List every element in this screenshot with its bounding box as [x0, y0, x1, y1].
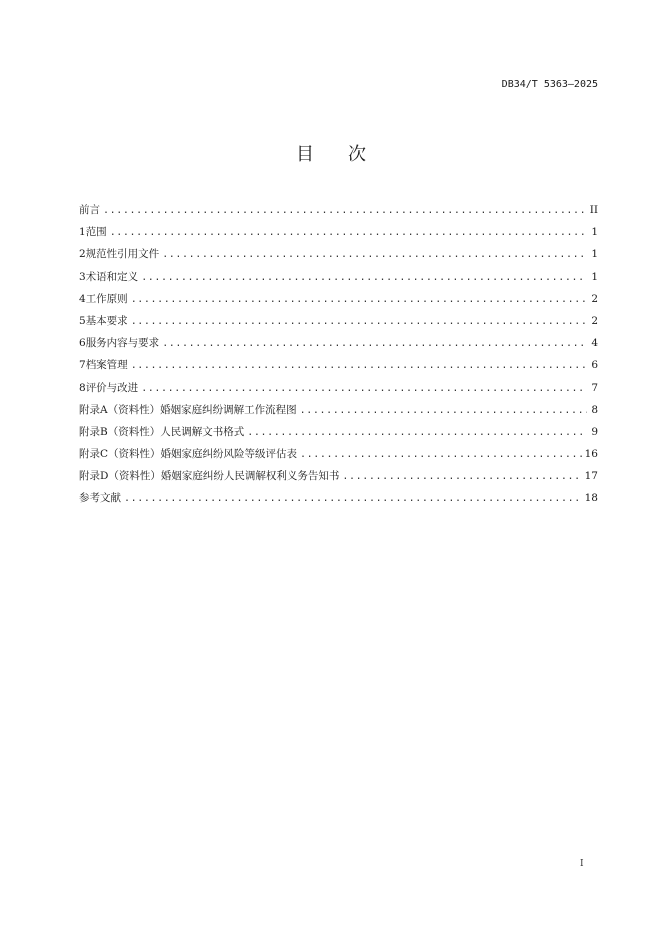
toc-entry-service-content[interactable]: [79, 332, 598, 354]
toc-section-number: 2: [79, 248, 86, 261]
toc-page-number: 16: [584, 448, 598, 461]
toc-dot-leader: [103, 200, 587, 222]
toc-entry-evaluation-improvement[interactable]: [79, 377, 598, 399]
toc-page-number: 1: [591, 270, 598, 283]
toc-dot-leader: [247, 422, 587, 444]
toc-page-number: 17: [584, 470, 598, 483]
toc-section-number: 5: [79, 314, 86, 327]
toc-entry-label: 基本要求: [85, 314, 128, 327]
toc-entry-label: 范围: [85, 226, 107, 239]
toc-entry-normative-references[interactable]: [79, 243, 598, 265]
toc-page-number: 6: [591, 359, 598, 372]
toc-entry-terms-definitions[interactable]: [79, 266, 598, 288]
title-char-1: 目: [296, 144, 314, 165]
toc-dot-leader: [131, 355, 587, 377]
toc-dot-leader: [141, 267, 587, 289]
toc-entry-appendix-c[interactable]: [79, 443, 598, 465]
toc-entry-label: 评价与改进: [85, 381, 139, 394]
toc-section-number: 6: [79, 337, 86, 350]
toc-appendix-prefix: 附录C（资料性）: [79, 448, 161, 461]
footer-page-number: I: [580, 859, 584, 869]
toc-appendix-prefix: 附录A（资料性）: [79, 403, 161, 416]
toc-page-number: 18: [584, 492, 598, 505]
toc-entry-work-principles[interactable]: [79, 288, 598, 310]
toc-page-number: 1: [591, 226, 598, 239]
toc-entry-label: 婚姻家庭纠纷调解工作流程图: [160, 403, 297, 416]
toc-section-number: 3: [79, 270, 86, 283]
toc-entry-basic-requirements[interactable]: [79, 310, 598, 332]
toc-entry-label: 婚姻家庭纠纷人民调解权利义务告知书: [160, 470, 340, 483]
standard-code: DB34/T 5363—2025: [501, 79, 598, 90]
toc-entry-label: 档案管理: [85, 359, 128, 372]
toc-dot-leader: [300, 400, 587, 422]
toc-entry-label: 术语和定义: [85, 270, 139, 283]
toc-dot-leader: [162, 244, 587, 266]
title-char-2: 次: [348, 144, 366, 165]
toc-entry-label: 人民调解文书格式: [160, 425, 245, 438]
toc-dot-leader: [300, 444, 582, 466]
toc-page-number: 7: [591, 381, 598, 394]
toc-section-number: 8: [79, 381, 86, 394]
toc-page-number: 2: [591, 292, 598, 305]
toc-entry-archive-management[interactable]: [79, 354, 598, 376]
toc-dot-leader: [162, 333, 587, 355]
toc-section-number: 1: [79, 226, 86, 239]
toc-page-number: II: [589, 204, 598, 216]
toc-dot-leader: [131, 311, 587, 333]
toc-dot-leader: [131, 289, 587, 311]
toc-page-number: 8: [591, 403, 598, 416]
toc-page-number: 4: [591, 337, 598, 350]
toc-entry-label: 前言: [79, 204, 100, 216]
toc-entry-label: 规范性引用文件: [85, 248, 160, 261]
toc-page-number: 2: [591, 314, 598, 327]
toc-entry-foreword[interactable]: [79, 199, 598, 221]
toc-dot-leader: [342, 466, 581, 488]
toc-entry-label: 婚姻家庭纠纷风险等级评估表: [160, 448, 298, 461]
toc-appendix-prefix: 附录D（资料性）: [79, 470, 161, 483]
toc-dot-leader: [141, 378, 587, 400]
table-of-contents: [79, 199, 598, 510]
toc-entry-appendix-b[interactable]: [79, 421, 598, 443]
toc-entry-scope[interactable]: [79, 221, 598, 243]
toc-dot-leader: [124, 488, 582, 510]
toc-dot-leader: [110, 222, 587, 244]
toc-entry-appendix-d[interactable]: [79, 465, 598, 487]
toc-entry-appendix-a[interactable]: [79, 399, 598, 421]
toc-section-number: 7: [79, 359, 86, 372]
toc-entry-label: 服务内容与要求: [85, 337, 160, 350]
toc-entry-label: 工作原则: [85, 292, 128, 305]
toc-appendix-prefix: 附录B（资料性）: [79, 425, 161, 438]
toc-section-number: 4: [79, 292, 86, 305]
toc-entry-bibliography[interactable]: [79, 487, 598, 509]
page-title: [0, 140, 662, 166]
toc-page-number: 9: [591, 425, 598, 438]
toc-entry-label: 参考文献: [79, 492, 121, 505]
toc-page-number: 1: [591, 248, 598, 261]
